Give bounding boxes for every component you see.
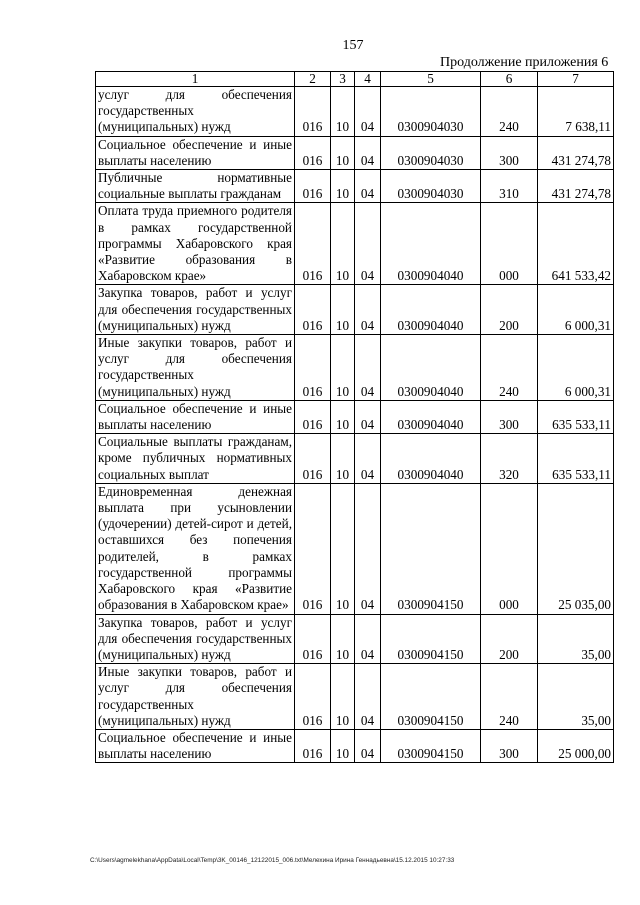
subsection-code-cell: 04 — [355, 614, 381, 664]
table-body — [96, 72, 614, 763]
amount-cell: 6 000,31 — [538, 285, 614, 335]
ministry-code-cell: 016 — [295, 203, 331, 285]
row-name-cell: Иные закупки товаров, работ и услуг для обеспечения государственных (муниципальных) нужд — [96, 664, 295, 730]
section-code-cell: 10 — [331, 400, 355, 433]
header-cell: 2 — [295, 72, 331, 87]
target-article-cell: 0300904150 — [381, 614, 481, 664]
expense-type-cell: 310 — [481, 170, 538, 203]
ministry-code-cell: 016 — [295, 614, 331, 664]
section-code-cell: 10 — [331, 170, 355, 203]
expense-type-cell: 000 — [481, 203, 538, 285]
amount-cell: 7 638,11 — [538, 87, 614, 137]
amount-cell: 641 533,42 — [538, 203, 614, 285]
section-code-cell: 10 — [331, 136, 355, 169]
table-row — [96, 434, 614, 484]
target-article-cell: 0300904040 — [381, 434, 481, 484]
target-article-cell: 0300904040 — [381, 285, 481, 335]
target-article-cell: 0300904030 — [381, 136, 481, 169]
expense-type-cell: 200 — [481, 285, 538, 335]
table-row — [96, 729, 614, 762]
amount-cell: 35,00 — [538, 614, 614, 664]
expense-type-cell: 320 — [481, 434, 538, 484]
row-name-cell: Закупка товаров, работ и услуг для обеспечения государственных (муниципальных) нужд — [96, 285, 295, 335]
amount-cell: 431 274,78 — [538, 170, 614, 203]
expense-type-cell: 240 — [481, 664, 538, 730]
subsection-code-cell: 04 — [355, 285, 381, 335]
ministry-code-cell: 016 — [295, 729, 331, 762]
page-number: 157 — [342, 38, 364, 53]
expense-type-cell: 000 — [481, 483, 538, 614]
section-code-cell: 10 — [331, 729, 355, 762]
row-name-cell: Иные закупки товаров, работ и услуг для обеспечения государственных (муниципальных) нужд — [96, 335, 295, 401]
appendix-note: Продолжение приложения 6 — [440, 55, 609, 70]
subsection-code-cell: 04 — [355, 170, 381, 203]
target-article-cell: 0300904150 — [381, 483, 481, 614]
ministry-code-cell: 016 — [295, 87, 331, 137]
table-row — [96, 203, 614, 285]
ministry-code-cell: 016 — [295, 400, 331, 433]
table-row — [96, 170, 614, 203]
expense-type-cell: 300 — [481, 136, 538, 169]
header-cell: 7 — [538, 72, 614, 87]
subsection-code-cell: 04 — [355, 203, 381, 285]
subsection-code-cell: 04 — [355, 136, 381, 169]
section-code-cell: 10 — [331, 87, 355, 137]
header-cell: 1 — [96, 72, 295, 87]
expense-type-cell: 200 — [481, 614, 538, 664]
row-name-cell: Социальное обеспечение и иные выплаты населению — [96, 136, 295, 169]
row-name-cell: Публичные нормативные социальные выплаты гражданам — [96, 170, 295, 203]
ministry-code-cell: 016 — [295, 136, 331, 169]
ministry-code-cell: 016 — [295, 285, 331, 335]
header-cell: 3 — [331, 72, 355, 87]
table-header-row — [96, 72, 614, 87]
target-article-cell: 0300904040 — [381, 335, 481, 401]
row-name-cell: Социальные выплаты гражданам, кроме публичных нормативных социальных выплат — [96, 434, 295, 484]
table-row — [96, 400, 614, 433]
subsection-code-cell: 04 — [355, 335, 381, 401]
table-row — [96, 87, 614, 137]
row-name-cell: Социальное обеспечение и иные выплаты населению — [96, 729, 295, 762]
table-row — [96, 483, 614, 614]
ministry-code-cell: 016 — [295, 664, 331, 730]
section-code-cell: 10 — [331, 285, 355, 335]
section-code-cell: 10 — [331, 614, 355, 664]
table-row — [96, 285, 614, 335]
amount-cell: 6 000,31 — [538, 335, 614, 401]
row-name-cell: Единовременная денежная выплата при усыновлении (удочерении) детей-сирот и детей, оставшихся без попечения родителей, в рамках государственной программы Хабаровского края «Развитие образования в Хабаровском крае» — [96, 483, 295, 614]
target-article-cell: 0300904150 — [381, 664, 481, 730]
expense-type-cell: 240 — [481, 335, 538, 401]
section-code-cell: 10 — [331, 664, 355, 730]
amount-cell: 35,00 — [538, 664, 614, 730]
section-code-cell: 10 — [331, 434, 355, 484]
row-name-cell: услуг для обеспечения государственных (муниципальных) нужд — [96, 87, 295, 137]
amount-cell: 431 274,78 — [538, 136, 614, 169]
target-article-cell: 0300904150 — [381, 729, 481, 762]
amount-cell: 635 533,11 — [538, 434, 614, 484]
subsection-code-cell: 04 — [355, 434, 381, 484]
subsection-code-cell: 04 — [355, 664, 381, 730]
amount-cell: 25 000,00 — [538, 729, 614, 762]
table-row — [96, 136, 614, 169]
footer-path: C:\Users\agmelekhana\AppData\Local\Temp\3K_00146_12122015_006.txt\Мелехина Ирина Геннадьевна\15.12.2015 10:27:33 — [90, 857, 455, 864]
section-code-cell: 10 — [331, 203, 355, 285]
expense-type-cell: 300 — [481, 729, 538, 762]
header-cell: 4 — [355, 72, 381, 87]
table-row — [96, 664, 614, 730]
header-cell: 5 — [381, 72, 481, 87]
ministry-code-cell: 016 — [295, 434, 331, 484]
ministry-code-cell: 016 — [295, 335, 331, 401]
budget-table — [95, 71, 614, 763]
expense-type-cell: 240 — [481, 87, 538, 137]
target-article-cell: 0300904040 — [381, 400, 481, 433]
amount-cell: 635 533,11 — [538, 400, 614, 433]
table-row — [96, 614, 614, 664]
target-article-cell: 0300904030 — [381, 87, 481, 137]
ministry-code-cell: 016 — [295, 483, 331, 614]
ministry-code-cell: 016 — [295, 170, 331, 203]
section-code-cell: 10 — [331, 335, 355, 401]
section-code-cell: 10 — [331, 483, 355, 614]
subsection-code-cell: 04 — [355, 87, 381, 137]
subsection-code-cell: 04 — [355, 729, 381, 762]
row-name-cell: Закупка товаров, работ и услуг для обеспечения государственных (муниципальных) нужд — [96, 614, 295, 664]
target-article-cell: 0300904030 — [381, 170, 481, 203]
amount-cell: 25 035,00 — [538, 483, 614, 614]
row-name-cell: Оплата труда приемного родителя в рамках государственной программы Хабаровского края «Развитие образования в Хабаровском крае» — [96, 203, 295, 285]
target-article-cell: 0300904040 — [381, 203, 481, 285]
row-name-cell: Социальное обеспечение и иные выплаты населению — [96, 400, 295, 433]
table-row — [96, 335, 614, 401]
subsection-code-cell: 04 — [355, 483, 381, 614]
expense-type-cell: 300 — [481, 400, 538, 433]
header-cell: 6 — [481, 72, 538, 87]
subsection-code-cell: 04 — [355, 400, 381, 433]
